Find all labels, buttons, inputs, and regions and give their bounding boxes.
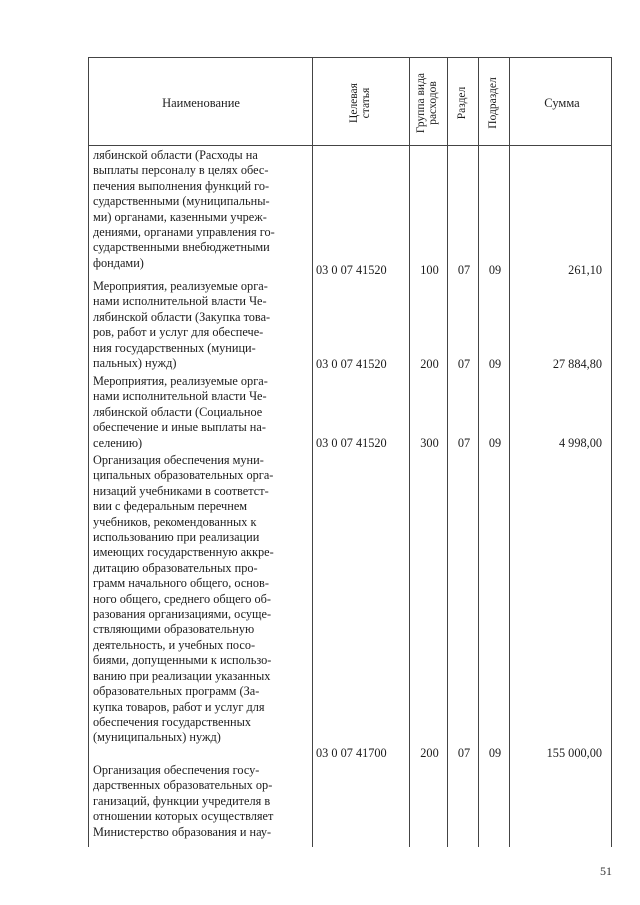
row-target-code: 03 0 07 41520 — [316, 357, 387, 371]
page-number: 51 — [600, 864, 612, 878]
header-target-line1: Целевая — [348, 83, 360, 123]
row-target-code: 03 0 07 41520 — [316, 436, 387, 450]
row-group: 300 — [420, 436, 439, 450]
col-border-name — [312, 57, 313, 847]
row-subsection: 09 — [488, 436, 502, 450]
header-subsection — [487, 68, 501, 138]
col-border-right — [611, 57, 612, 847]
row-section: 07 — [457, 746, 471, 760]
row-section: 07 — [457, 436, 471, 450]
col-border-sub — [509, 57, 510, 847]
header-group — [415, 59, 441, 147]
header-group-line2: расходов — [427, 81, 439, 125]
col-border-code — [409, 57, 410, 847]
row-description: лябинской области (Расходы на выплаты персоналу в целях обес- печения выполнения функций го- сударственными (муниципальны- ми) органами, казенными учреж- дениями, органами управления го- сударственными внебюджетными фондами) — [93, 148, 275, 270]
header-group-line1: Группа вида — [415, 72, 427, 134]
row-description: Мероприятия, реализуемые орга- нами исполнительной власти Че- лябинской области (Закупка това- ров, работ и услуг для обеспече- ния государственных (муници- пальных) нужд) — [93, 279, 271, 371]
row-target-code: 03 0 07 41520 — [316, 263, 387, 277]
header-section-text: Раздел — [456, 86, 468, 120]
col-border-left — [88, 57, 89, 847]
row-group: 200 — [420, 746, 439, 760]
col-border-group — [447, 57, 448, 847]
col-border-section — [478, 57, 479, 847]
header-target — [348, 55, 374, 151]
header-target-line2: статья — [360, 87, 372, 119]
header-sum: Сумма — [544, 96, 580, 110]
row-group: 200 — [420, 357, 439, 371]
row-target-code: 03 0 07 41700 — [316, 746, 387, 760]
row-subsection: 09 — [488, 263, 502, 277]
header-subsection-text: Подраздел — [487, 77, 499, 129]
row-description: Мероприятия, реализуемые орга- нами исполнительной власти Че- лябинской области (Социальное обеспечение и иные выплаты на- селению) — [93, 374, 268, 450]
row-sum: 261,10 — [568, 263, 602, 277]
row-sum: 27 884,80 — [552, 357, 602, 371]
row-group: 100 — [420, 263, 439, 277]
header-name: Наименование — [162, 96, 240, 110]
row-description: Организация обеспечения госу- дарственных образовательных ор- ганизаций, функции учредителя в отношении которых осуществляет Министерство образования и нау- — [93, 763, 274, 839]
row-sum: 4 998,00 — [558, 436, 602, 450]
row-subsection: 09 — [488, 357, 502, 371]
row-subsection: 09 — [488, 746, 502, 760]
row-section: 07 — [457, 263, 471, 277]
row-section: 07 — [457, 357, 471, 371]
row-sum: 155 000,00 — [546, 746, 602, 760]
header-section — [456, 73, 470, 133]
row-description: Организация обеспечения муни- ципальных образовательных орга- низаций учебниками в соответст- вии с федеральным перечнем учебников, рекомендованных к использованию при реализации имеющих государственную аккре- дитацию образовательных про- грамм начального общего, основ- ного общего, среднего общего об- разования организациями, осуще- ствляющими образовательную деятельность, и учебных посо- биями, допущенными к использо- ванию при реализации указанных образовательных программ (За- купка товаров, работ и услуг для обеспечения государственных (муниципальных) нужд) — [93, 453, 274, 745]
